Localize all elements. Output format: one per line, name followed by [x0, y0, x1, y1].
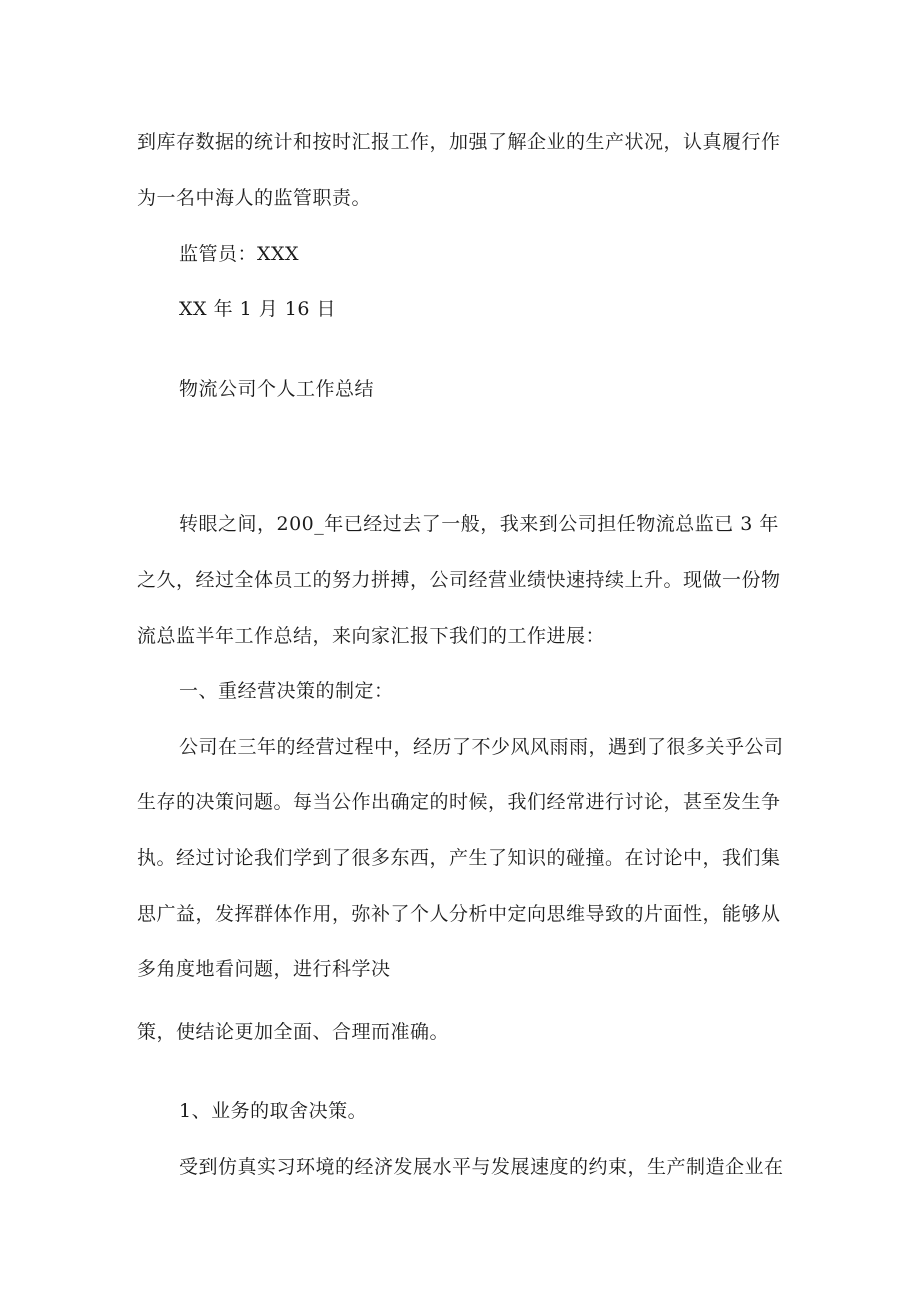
signature-supervisor: 监管员：XXX: [179, 243, 300, 265]
paragraph-line: 思广益，发挥群体作用，弥补了个人分析中定向思维导致的片面性，能够从: [137, 903, 781, 925]
paragraph-line: 之久，经过全体员工的努力拼搏，公司经营业绩快速持续上升。现做一份物: [137, 569, 781, 591]
paragraph-line: 受到仿真实习环境的经济发展水平与发展速度的约束，生产制造企业在: [179, 1156, 784, 1178]
signature-date: XX 年 1 月 16 日: [179, 298, 337, 320]
paragraph-line: 到库存数据的统计和按时汇报工作，加强了解企业的生产状况，认真履行作: [137, 131, 781, 153]
section-title: 物流公司个人工作总结: [179, 378, 375, 400]
paragraph-line: 多角度地看问题，进行科学决: [137, 958, 391, 980]
paragraph-line: 流总监半年工作总结，来向家汇报下我们的工作进展：: [137, 625, 606, 647]
paragraph-line: 为一名中海人的监管职责。: [137, 187, 372, 209]
paragraph-line: 策，使结论更加全面、合理而准确。: [137, 1021, 450, 1043]
paragraph-line: 转眼之间，200_年已经过去了一般，我来到公司担任物流总监已 3 年: [179, 513, 779, 535]
paragraph-line: 执。经过讨论我们学到了很多东西，产生了知识的碰撞。在讨论中，我们集: [137, 847, 781, 869]
section-heading: 一、重经营决策的制定：: [179, 680, 394, 702]
paragraph-line: 生存的决策问题。每当公作出确定的时候，我们经常进行讨论，甚至发生争: [137, 791, 781, 813]
paragraph-line: 公司在三年的经营过程中，经历了不少风风雨雨，遇到了很多关乎公司: [179, 736, 784, 758]
subsection-heading: 1、业务的取舍决策。: [179, 1100, 368, 1122]
